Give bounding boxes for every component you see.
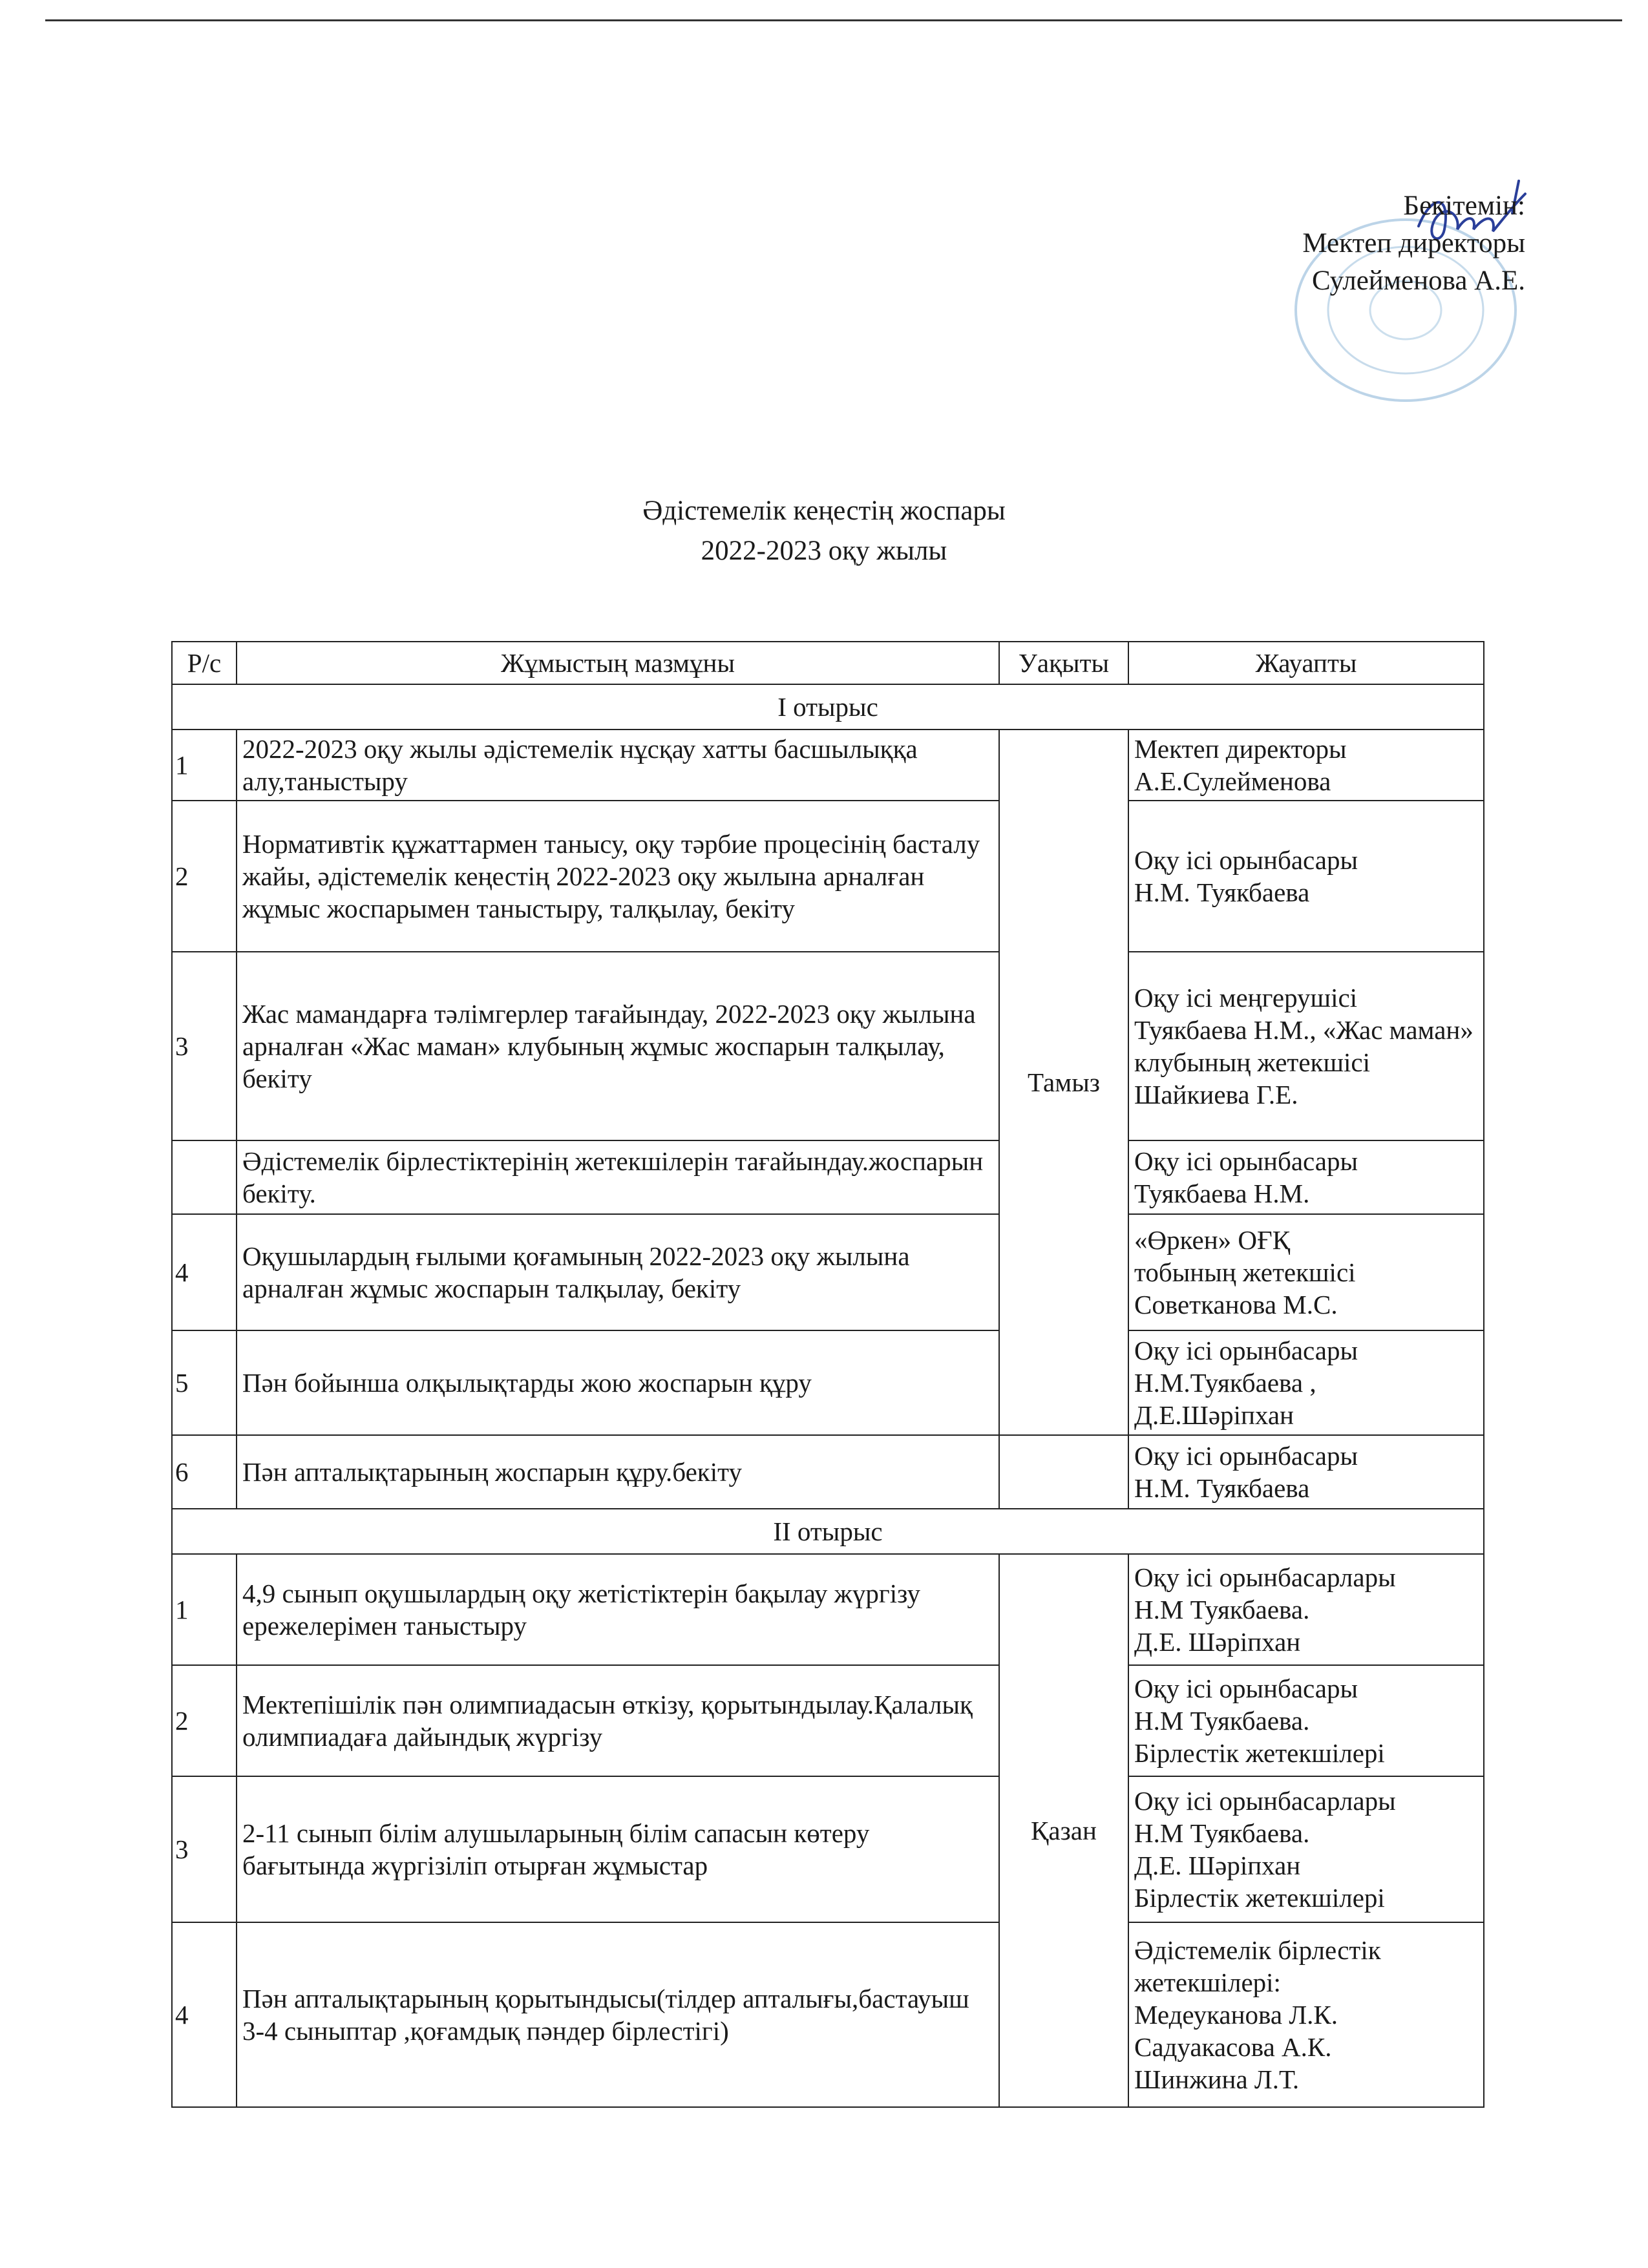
row-number: 3 xyxy=(172,1776,237,1922)
header-time: Уақыты xyxy=(999,642,1128,684)
row-number: 1 xyxy=(172,730,237,801)
responsible-line: Оқу ісі орынбасары xyxy=(1134,1336,1358,1365)
responsible-line: тобының жетекшісі xyxy=(1134,1257,1356,1287)
row-responsible xyxy=(1128,1435,1484,1509)
header-number: Р/с xyxy=(172,642,237,684)
row-responsible xyxy=(1128,730,1484,801)
row-content: Мектепішілік пән олимпиадасын өткізу, қорытындылау.Қалалық олимпиадаға дайындық жүргізу xyxy=(237,1665,999,1776)
row-time: Қазан xyxy=(999,1554,1128,2107)
row-number: 4 xyxy=(172,1922,237,2107)
responsible-line: Оқу ісі орынбасары xyxy=(1134,1674,1358,1703)
responsible-line: Мектеп директоры xyxy=(1134,734,1347,764)
row-responsible xyxy=(1128,1554,1484,1665)
table-row xyxy=(172,1214,1484,1330)
title-line-1: Әдістемелік кеңестің жоспары xyxy=(642,496,1006,526)
row-number xyxy=(172,1140,237,1214)
table-row xyxy=(172,801,1484,952)
approval-block xyxy=(1302,187,1525,300)
approval-name: Сулейменова А.Е. xyxy=(1312,266,1525,296)
row-responsible xyxy=(1128,1776,1484,1922)
responsible-line: жетекшілері: xyxy=(1134,1968,1281,1997)
row-responsible xyxy=(1128,1922,1484,2107)
responsible-line: Оқу ісі орынбасарлары xyxy=(1134,1786,1396,1816)
responsible-line: Бірлестік жетекшілері xyxy=(1134,1883,1385,1913)
responsible-line: Шайкиева Г.Е. xyxy=(1134,1080,1298,1109)
responsible-line: Садуакасова А.К. xyxy=(1134,2032,1332,2062)
title-line-2: 2022-2023 оқу жылы xyxy=(701,536,947,566)
row-number: 1 xyxy=(172,1554,237,1665)
responsible-line: Шинжина Л.Т. xyxy=(1134,2064,1300,2094)
table-header-row xyxy=(172,642,1484,684)
responsible-line: Бірлестік жетекшілері xyxy=(1134,1738,1385,1768)
responsible-line: Оқу ісі орынбасарлары xyxy=(1134,1562,1396,1592)
session-row xyxy=(172,684,1484,730)
row-content: Нормативтік құжаттармен танысу, оқу тәрбие процесінің басталу жайы, әдістемелік кеңестің 2022-2023 оқу жылына арналған жұмыс жоспарымен таныстыру, талқылау, бекіту xyxy=(237,801,999,952)
row-content: Әдістемелік бірлестіктерінің жетекшілерін тағайындау.жоспарын бекіту. xyxy=(237,1140,999,1214)
approval-position: Мектеп директоры xyxy=(1302,228,1525,258)
responsible-line: Н.М.Туякбаева , xyxy=(1134,1368,1316,1398)
row-responsible xyxy=(1128,1214,1484,1330)
row-responsible xyxy=(1128,1665,1484,1776)
header-content: Жұмыстың мазмұны xyxy=(237,642,999,684)
row-responsible xyxy=(1128,1330,1484,1435)
row-time: Тамыз xyxy=(999,730,1128,1435)
row-content: Пән апталықтарының қорытындысы(тілдер апталығы,бастауыш 3-4 сыныптар ,қоғамдық пәндер бірлестігі) xyxy=(237,1922,999,2107)
responsible-line: Әдістемелік бірлестік xyxy=(1134,1935,1381,1965)
row-content: 4,9 сынып оқушылардың оқу жетістіктерін бақылау жүргізу ережелерімен таныстыру xyxy=(237,1554,999,1665)
plan-table xyxy=(171,641,1484,2108)
row-responsible xyxy=(1128,801,1484,952)
table-row xyxy=(172,952,1484,1140)
session-title: ІІ отырыс xyxy=(172,1509,1484,1554)
row-content: Оқушылардың ғылыми қоғамының 2022-2023 оқу жылына арналған жұмыс жоспарын талқылау, бекіту xyxy=(237,1214,999,1330)
table-row xyxy=(172,1330,1484,1435)
responsible-line: Оқу ісі меңгерушісі xyxy=(1134,983,1358,1013)
responsible-line: Оқу ісі орынбасары xyxy=(1134,1441,1358,1471)
responsible-line: Медеуканова Л.К. xyxy=(1134,2000,1338,2030)
responsible-line: Туякбаева Н.М. xyxy=(1134,1179,1310,1208)
top-border-line xyxy=(45,19,1622,21)
row-responsible xyxy=(1128,1140,1484,1214)
approval-label: Бекітемін: xyxy=(1403,191,1525,221)
row-content: 2022-2023 оқу жылы әдістемелік нұсқау хатты басшылыққа алу,таныстыру xyxy=(237,730,999,801)
header-responsible: Жауапты xyxy=(1128,642,1484,684)
responsible-line: Д.Е. Шәріпхан xyxy=(1134,1851,1301,1880)
session-row xyxy=(172,1509,1484,1554)
row-number: 2 xyxy=(172,1665,237,1776)
row-number: 4 xyxy=(172,1214,237,1330)
responsible-line: А.Е.Сулейменова xyxy=(1134,766,1331,796)
row-content: Пән апталықтарының жоспарын құру.бекіту xyxy=(237,1435,999,1509)
row-content: Жас мамандарға тәлімгерлер тағайындау, 2022-2023 оқу жылына арналған «Жас маман» клубының жұмыс жоспарын талқылау, бекіту xyxy=(237,952,999,1140)
table-row xyxy=(172,730,1484,801)
table-row xyxy=(172,1140,1484,1214)
row-content: 2-11 сынып білім алушыларының білім сапасын көтеру бағытында жүргізіліп отырған жұмыстар xyxy=(237,1776,999,1922)
responsible-line: Оқу ісі орынбасары xyxy=(1134,1146,1358,1176)
row-time-empty xyxy=(999,1435,1128,1509)
document-title xyxy=(0,491,1648,571)
table-row xyxy=(172,1776,1484,1922)
responsible-line: Н.М Туякбаева. xyxy=(1134,1818,1310,1848)
row-number: 3 xyxy=(172,952,237,1140)
responsible-line: Н.М Туякбаева. xyxy=(1134,1706,1310,1736)
responsible-line: Д.Е. Шәріпхан xyxy=(1134,1627,1301,1657)
responsible-line: Советканова М.С. xyxy=(1134,1290,1338,1319)
table-row xyxy=(172,1665,1484,1776)
responsible-line: Н.М. Туякбаева xyxy=(1134,1473,1310,1503)
responsible-line: Н.М Туякбаева. xyxy=(1134,1595,1310,1624)
row-number: 5 xyxy=(172,1330,237,1435)
row-responsible xyxy=(1128,952,1484,1140)
responsible-line: Д.Е.Шәріпхан xyxy=(1134,1400,1294,1430)
table-row xyxy=(172,1554,1484,1665)
responsible-line: Туякбаева Н.М., «Жас маман» клубының жетекшісі xyxy=(1134,1015,1474,1077)
table-row xyxy=(172,1435,1484,1509)
responsible-line: Оқу ісі орынбасары xyxy=(1134,845,1358,875)
session-title: І отырыс xyxy=(172,684,1484,730)
responsible-line: «Өркен» ОҒҚ xyxy=(1134,1225,1291,1255)
row-number: 2 xyxy=(172,801,237,952)
responsible-line: Н.М. Туякбаева xyxy=(1134,877,1310,907)
row-content: Пән бойынша олқылықтарды жою жоспарын құру xyxy=(237,1330,999,1435)
table-row xyxy=(172,1922,1484,2107)
row-number: 6 xyxy=(172,1435,237,1509)
